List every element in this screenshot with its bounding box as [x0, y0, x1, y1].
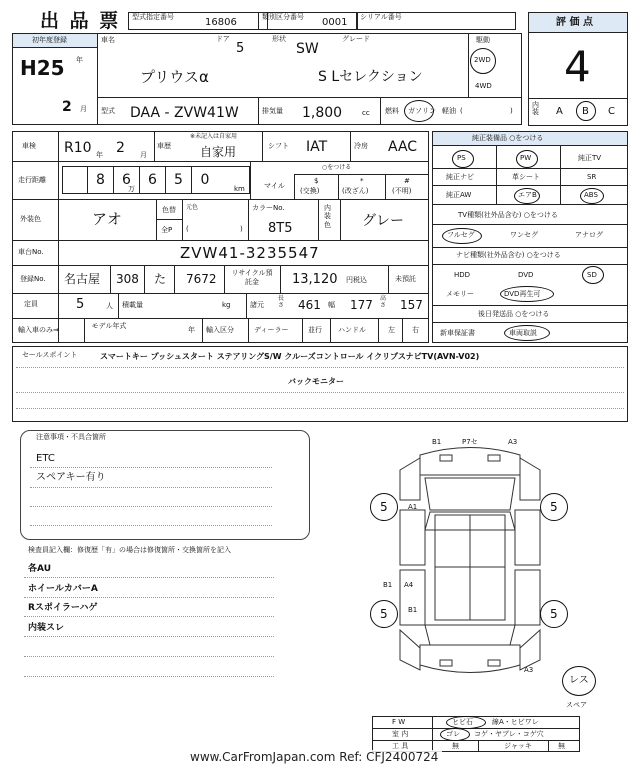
- meter-swap-label: (交換): [300, 187, 320, 195]
- car-diagram: [380, 440, 560, 680]
- equip-sr: SR: [587, 173, 597, 181]
- capacity-unit: 人: [106, 302, 113, 310]
- ac-value: AAC: [388, 139, 418, 155]
- fuel-label: 燃料: [385, 107, 399, 115]
- tv-title: TV種類(社外品含む) ○をつける: [458, 211, 558, 219]
- tv-fullseg: フルセグ: [447, 231, 475, 239]
- first-reg-year-unit: 年: [76, 56, 83, 64]
- car-name-label: 車名: [101, 36, 115, 44]
- color-change-sub: 全P: [161, 226, 173, 234]
- navi-title: ナビ種類(社外品含む) ○をつける: [456, 251, 561, 259]
- recycle-value: 13,120: [292, 272, 338, 287]
- doors-label: ドア: [216, 35, 230, 43]
- docs-warranty: 新車保証書: [440, 329, 475, 337]
- model-designation-label: 型式指定番号: [132, 13, 174, 21]
- meter-swap-symbol: $: [314, 177, 319, 185]
- genuine-title: 純正装備品 ○をつける: [472, 134, 544, 142]
- original-color-paren-open: (: [186, 225, 189, 233]
- tire-fr-value: 5: [550, 500, 558, 514]
- inspector-item-4: 内装スレ: [28, 623, 65, 633]
- width-value: 177: [350, 298, 373, 312]
- cond-fw-label: F W: [392, 718, 406, 726]
- color-no-value: 8T5: [268, 221, 293, 236]
- mileage-label: 走行距離: [18, 176, 46, 184]
- recycle-label: リサイクル預託金: [231, 269, 273, 286]
- man-unit: 万: [128, 185, 135, 193]
- cond-jack-label: ジャッキ: [504, 742, 532, 750]
- registration-number: 308: [116, 272, 139, 286]
- original-color-paren-close: ): [240, 225, 243, 233]
- mileage-digit-5: 5: [166, 166, 192, 194]
- interior-grade-label: 内装: [532, 101, 539, 116]
- sales-line-2: バックモニター: [288, 377, 344, 386]
- inspector-item-2: ホイールカバーA: [28, 584, 98, 594]
- cond-tools-value: 無: [452, 742, 459, 750]
- recycle-unit: 円税込: [346, 276, 367, 284]
- registration-city: 名古屋: [64, 272, 101, 286]
- model-year-unit: 年: [188, 326, 195, 334]
- equip-genuine-navi: 純正ナビ: [446, 173, 474, 181]
- meter-tampered-label: (改ざん): [342, 187, 369, 195]
- drive-label: 駆動: [476, 36, 490, 44]
- mileage-digit-6: 0: [200, 172, 210, 188]
- inspector-item-3: Rスポイラーハゲ: [28, 603, 98, 613]
- diag-label-b1-lower: B1: [408, 606, 418, 614]
- sheet-title: 出 品 票: [40, 10, 121, 32]
- shaken-year-unit: 年: [96, 151, 103, 159]
- chassis-label: 車台No.: [18, 248, 44, 256]
- history-label: 車歴: [157, 142, 171, 150]
- mileage-digit-2: 8: [88, 166, 114, 194]
- equip-ps: PS: [457, 154, 466, 162]
- registration-kana: た: [154, 272, 167, 286]
- equip-leather: 革シート: [512, 173, 540, 181]
- dealer-label: ディーラー: [254, 326, 289, 334]
- dims-label: 諸元: [250, 301, 264, 309]
- mileage-digit-1: [62, 166, 88, 194]
- interior-grade-c: C: [608, 106, 615, 117]
- first-reg-year: H25: [20, 56, 65, 80]
- diag-label-a1: A1: [408, 503, 418, 511]
- type-value: DAA - ZVW41W: [130, 105, 239, 121]
- doors-value: 5: [236, 41, 245, 56]
- interior-grade-a: A: [556, 106, 563, 117]
- equip-pw: PW: [520, 154, 532, 162]
- sales-label: セールスポイント: [22, 351, 78, 359]
- interior-color-value: グレー: [362, 213, 404, 229]
- navi-hdd: HDD: [454, 271, 471, 279]
- fuel-value: ガソリン: [408, 107, 436, 115]
- score-value: 4: [564, 42, 591, 91]
- tv-oneseg: ワンセグ: [510, 231, 538, 239]
- cond-interior-label: 室 内: [392, 730, 409, 738]
- watermark: www.CarFromJapan.com Ref: CFJ2400724: [186, 750, 442, 764]
- interior-color-label: 内装色: [324, 204, 331, 229]
- model-designation-value: 16806: [205, 17, 237, 28]
- serial-label: シリアル番号: [360, 13, 402, 21]
- shift-value: IAT: [306, 139, 328, 155]
- length-value: 461: [298, 298, 321, 312]
- navi-dvd: DVD: [518, 271, 534, 279]
- recycle-status: 未預託: [395, 275, 416, 283]
- km-unit: km: [234, 185, 245, 193]
- load-label: 積載量: [122, 301, 143, 309]
- equip-airbag: エアB: [518, 191, 537, 199]
- registration-serial: 7672: [186, 272, 217, 286]
- color-no-label: カラーNo.: [252, 204, 285, 212]
- mileage-digits: [62, 166, 218, 194]
- mileage-digit-4: 6: [140, 166, 166, 194]
- diag-label-top-1: B1: [432, 438, 442, 446]
- color-change-label: 色替: [162, 206, 176, 214]
- shaken-value: R10: [64, 140, 92, 156]
- cond-jack-value: 無: [558, 742, 565, 750]
- tire-fl-value: 5: [380, 500, 388, 514]
- inspector-title: 検査員記入欄：修復歴「有」の場合は修復箇所・交換箇所を記入: [28, 546, 231, 554]
- tv-analog: アナログ: [575, 231, 603, 239]
- tire-rr-value: 5: [550, 607, 558, 621]
- category-value: 0001: [322, 17, 348, 28]
- navi-sd: SD: [587, 271, 597, 279]
- shaken-label: 車検: [22, 142, 36, 150]
- spare-label: スペア: [566, 701, 587, 709]
- sales-line-1: スマートキー プッシュスタート ステアリングS/W クルーズコントロール イクリプスナビTV(AVN-V02): [100, 352, 480, 361]
- first-reg-month-unit: 月: [80, 105, 87, 113]
- load-unit: kg: [222, 301, 231, 309]
- meter-tampered-symbol: *: [360, 177, 364, 185]
- docs-manual: 車両取説: [509, 329, 537, 337]
- tire-rl-value: 5: [380, 607, 388, 621]
- ac-label: 冷房: [354, 142, 368, 150]
- meter-unknown-symbol: #: [404, 177, 410, 185]
- displacement-value: 1,800: [302, 105, 343, 121]
- docs-title: 後日発送品 ○をつける: [478, 310, 550, 318]
- diag-label-top-3: A3: [508, 438, 518, 446]
- spare-status: レス: [569, 675, 589, 686]
- model-year-label: モデル年式: [91, 322, 127, 330]
- notes-box: [20, 430, 310, 540]
- diag-label-a3-bottom: A3: [524, 666, 534, 674]
- displacement-unit: cc: [362, 109, 370, 117]
- exterior-color-value: アオ: [92, 210, 122, 228]
- equip-genuine-tv: 純正TV: [578, 154, 602, 162]
- light-oil-paren-open: (: [460, 107, 463, 115]
- displacement-label: 排気量: [262, 107, 283, 115]
- meter-circle-note: ○をつける: [322, 164, 352, 171]
- shape-value: SW: [296, 41, 319, 57]
- drive-4wd: 4WD: [475, 82, 492, 90]
- shaken-month: 2: [116, 140, 125, 156]
- height-label: 高さ: [380, 295, 387, 309]
- import-category-label: 輸入区分: [206, 326, 234, 334]
- mileage-digit-3: 6: [114, 166, 140, 194]
- first-reg-label: 初年度登録: [32, 36, 67, 44]
- type-label: 型式: [101, 107, 115, 115]
- meter-unknown-label: (不明): [392, 187, 412, 195]
- capacity-label: 定員: [24, 300, 38, 308]
- handle-label: ハンドル: [338, 326, 366, 334]
- cond-interior-options: コゲ・ヤブレ・コゲ穴: [474, 730, 544, 738]
- cond-fw-options: 線A・ヒビワレ: [492, 718, 539, 726]
- drive-2wd: 2WD: [474, 56, 491, 64]
- diag-label-b1-left: B1: [383, 581, 393, 589]
- exterior-color-label: 外装色: [20, 215, 41, 223]
- navi-dvd-play: DVD再生可: [504, 290, 541, 298]
- registration-label: 登録No.: [20, 275, 46, 283]
- history-note: ※未記入は自家用: [190, 133, 238, 140]
- handle-right: 右: [412, 326, 419, 334]
- grade-label: グレード: [342, 35, 370, 43]
- handle-left: 左: [388, 326, 395, 334]
- width-label: 幅: [328, 301, 335, 309]
- shape-label: 形状: [272, 35, 286, 43]
- original-color-label: 元色: [186, 204, 199, 211]
- parallel-label: 並行: [308, 326, 322, 334]
- category-label: 類別区分番号: [262, 13, 304, 21]
- score-label: 評 価 点: [556, 17, 593, 28]
- notes-item-1: ETC: [36, 453, 55, 464]
- chassis-value: ZVW41-3235547: [180, 244, 320, 262]
- equip-abs: ABS: [584, 191, 598, 199]
- light-oil-label: 軽油: [442, 107, 456, 115]
- light-oil-paren-close: ): [510, 107, 513, 115]
- cond-interior-value: ゴレ: [446, 730, 460, 738]
- navi-memory: メモリー: [446, 290, 474, 298]
- cond-fw-value: ヒビ石: [452, 718, 473, 726]
- length-label: 長さ: [278, 295, 285, 309]
- capacity-value: 5: [76, 297, 85, 312]
- mile-label: マイル: [264, 182, 285, 190]
- shift-label: シフト: [268, 142, 289, 150]
- height-value: 157: [400, 298, 423, 312]
- first-reg-month: 2: [62, 99, 72, 115]
- interior-grade-b: B: [582, 106, 589, 117]
- car-name-value: プリウスα: [140, 68, 209, 86]
- cond-tools-label: 工 具: [392, 742, 409, 750]
- import-label: 輸入車のみ⇒: [18, 326, 59, 334]
- notes-item-2: スペアキー有り: [36, 472, 106, 483]
- grade-value: S Lセレクション: [318, 69, 423, 85]
- diag-label-top-2: P7セ: [462, 438, 478, 446]
- shaken-month-unit: 月: [140, 151, 147, 159]
- notes-title: 注意事項・不具合箇所: [36, 433, 106, 441]
- equip-genuine-aw: 純正AW: [446, 191, 472, 199]
- history-value: 自家用: [200, 145, 237, 159]
- diag-label-a4: A4: [404, 581, 414, 589]
- inspector-item-1: 各AU: [28, 564, 51, 574]
